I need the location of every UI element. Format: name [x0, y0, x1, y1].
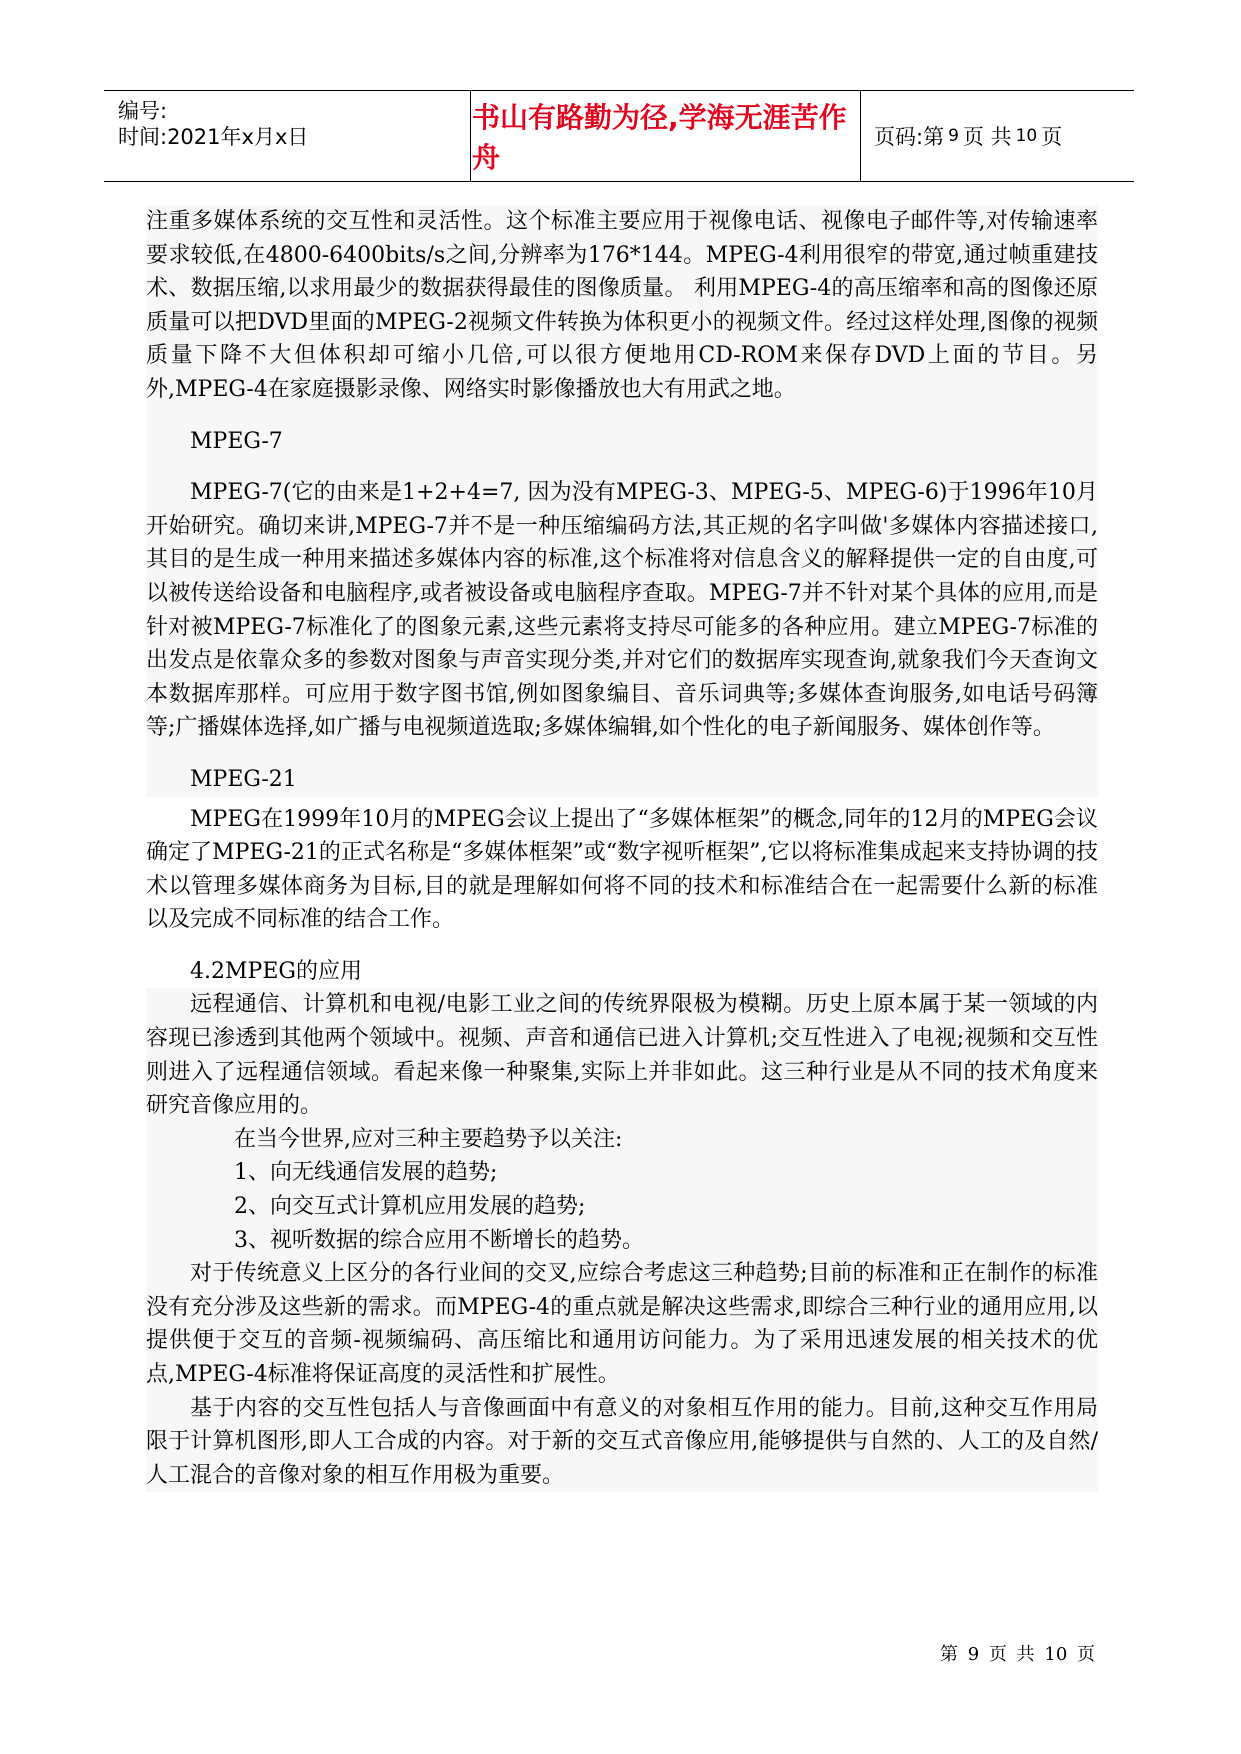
header-motto: 书山有路勤为径,学海无涯苦作舟 — [472, 101, 847, 174]
page-footer: 第 9 页 共 10 页 — [940, 1644, 1095, 1665]
trend-intro: 在当今世界,应对三种主要趋势予以关注: — [234, 1126, 623, 1152]
trend-item: 2、向交互式计算机应用发展的趋势; — [234, 1194, 586, 1220]
trend-item: 1、向无线通信发展的趋势; — [234, 1160, 498, 1186]
paragraph-applications: 远程通信、计算机和电视/电影工业之间的传统界限极为模糊。历史上原本属于某一领域的内容现已渗透到其他两个领域中。视频、声音和通信已进入计算机;交互性进入了电视;视频和交互性则进入了远程通信领域。看起来像一种聚集,实际上并非如此。这三种行业是从不同的技术角度来研究音像应用的。 — [146, 992, 1098, 1119]
heading-section-4-2: 4.2MPEG的应用 — [190, 958, 362, 984]
heading-mpeg7: MPEG-7 — [190, 428, 283, 454]
paragraph-mpeg4: 注重多媒体系统的交互性和灵活性。这个标准主要应用于视像电话、视像电子邮件等,对传输速率要求较低,在4800-6400bits/s之间,分辨率为176*144。MPEG-4利用很窄的带宽,通过帧重建技术、数据压缩,以求用最少的数据获得最佳的图像质量。 利用MPEG-4的高压缩率和高的图像还原质量可以把DVD里面的MPEG-2视频文件转换为体积更小的视频文件。经过这样处理,图像的视频质量下降不大但体积却可缩小几倍,可以很方便地用CD-ROM来保存DVD上面的节目。另外,MPEG-4在家庭摄影录像、网络实时影像播放也大有用武之地。 — [146, 209, 1098, 402]
page-header — [104, 90, 1134, 182]
document-time-label: 时间:2021年x月x日 — [118, 125, 309, 149]
page-mid: 页 共 — [962, 125, 1012, 149]
header-page-number — [874, 91, 1062, 181]
header-divider — [860, 91, 861, 181]
document-number-label: 编号: — [118, 99, 168, 123]
shaded-block-mpeg4-mpeg7 — [146, 205, 1098, 797]
paragraph-mpeg7: MPEG-7(它的由来是1+2+4=7, 因为没有MPEG-3、MPEG-5、MPEG-6)于1996年10月开始研究。确切来讲,MPEG-7并不是一种压缩编码方法,其正规的名字叫做'多媒体内容描述接口,其目的是生成一种用来描述多媒体内容的标准,这个标准将对信息含义的解释提供一定的自由度,可以被传送给设备和电脑程序,或者被设备或电脑程序查取。MPEG-7并不针对某个具体的应用,而是针对被MPEG-7标准化了的图象元素,这些元素将支持尽可能多的各种应用。建立MPEG-7标准的出发点是依靠众多的参数对图象与声音实现分类,并对它们的数据库实现查询,就象我们今天查询文本数据库那样。可应用于数字图书馆,例如图象编目、音乐词典等;多媒体查询服务,如电话号码簿等;广播媒体选择,如广播与电视频道选取;多媒体编辑,如个性化的电子新闻服务、媒体创作等。 — [146, 480, 1098, 741]
shaded-block-applications — [146, 988, 1098, 1492]
page-current: 9 — [948, 126, 959, 146]
document-body — [146, 205, 1098, 1492]
trend-item: 3、视听数据的综合应用不断增长的趋势。 — [234, 1227, 644, 1253]
page-suffix: 页 — [1041, 125, 1063, 149]
header-meta — [118, 91, 468, 181]
paragraph-content-interactivity: 基于内容的交互性包括人与音像画面中有意义的对象相互作用的能力。目前,这种交互作用局限于计算机图形,即人工合成的内容。对于新的交互式音像应用,能够提供与自然的、人工的及自然/人工混合的音像对象的相互作用极为重要。 — [146, 1395, 1098, 1488]
page-total: 10 — [1015, 126, 1038, 146]
paragraph-mpeg21: MPEG在1999年10月的MPEG会议上提出了“多媒体框架”的概念,同年的12月的MPEG会议确定了MPEG-21的正式名称是“多媒体框架”或“数字视听框架”,它以将标准集成起来支持协调的技术以管理多媒体商务为目标,目的就是理解如何将不同的技术和标准结合在一起需要什么新的标准以及完成不同标准的结合工作。 — [146, 806, 1098, 933]
paragraph-trends: 对于传统意义上区分的各行业间的交叉,应综合考虑这三种趋势;目前的标准和正在制作的标准没有充分涉及这些新的需求。而MPEG-4的重点就是解决这些需求,即综合三种行业的通用应用,以提供便于交互的音频-视频编码、高压缩比和通用访问能力。为了采用迅速发展的相关技术的优点,MPEG-4标准将保证高度的灵活性和扩展性。 — [146, 1261, 1098, 1387]
heading-mpeg21: MPEG-21 — [190, 766, 297, 792]
page-prefix: 页码:第 — [874, 125, 945, 149]
header-divider — [470, 91, 471, 181]
